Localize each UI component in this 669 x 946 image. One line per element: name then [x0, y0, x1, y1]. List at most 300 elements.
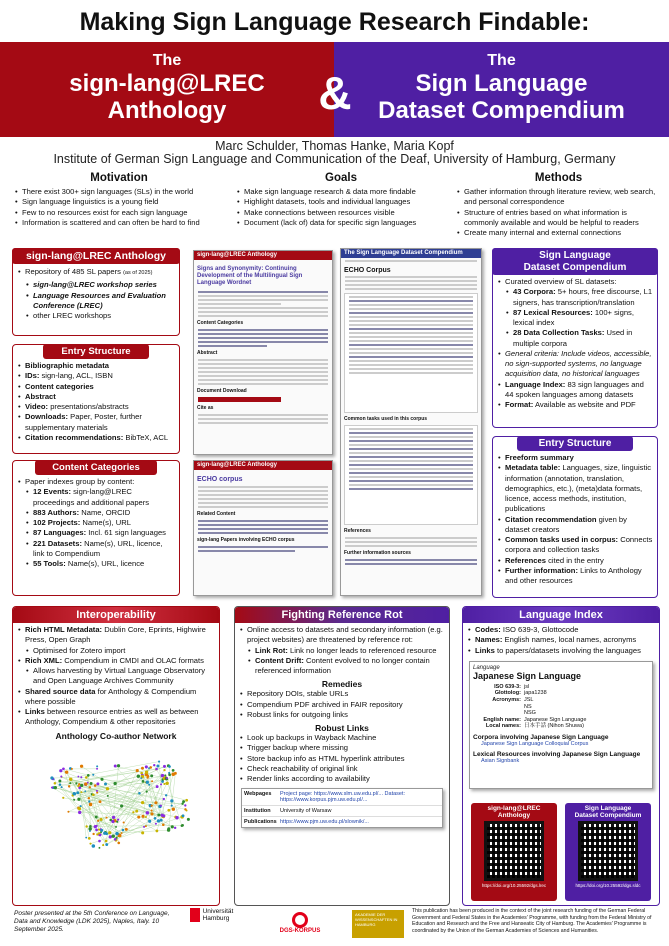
network-node [148, 783, 150, 785]
entry-structure-left [12, 344, 180, 454]
network-node [60, 775, 62, 777]
qr-code-icon [484, 821, 544, 881]
network-node [88, 837, 91, 840]
network-node [114, 764, 117, 767]
network-node [166, 777, 168, 779]
network-node [85, 825, 87, 827]
network-node [85, 836, 87, 838]
network-node [155, 829, 158, 832]
network-node [115, 831, 119, 835]
network-node [98, 839, 101, 842]
list-item: • Content categories [17, 382, 175, 392]
compendium-box [492, 248, 658, 428]
network-node [96, 765, 98, 767]
banner-right-line2: Sign Language [415, 70, 588, 97]
banner-left-line1: The [152, 52, 182, 69]
network-node [117, 818, 119, 820]
network-node [163, 797, 165, 799]
list-item: • Render links according to availability [239, 774, 445, 784]
network-node [155, 767, 158, 770]
list-item: • Abstract [17, 392, 175, 402]
list-item: • other LREC workshops [17, 311, 175, 321]
entry-structure-right [492, 436, 658, 598]
list-item: • Rich HTML Metadata: Dublin Core, Eprints, Highwire Press, Open Graph [17, 625, 215, 646]
network-node [80, 783, 83, 786]
network-node [141, 766, 144, 769]
banner-left-line2: sign-lang@LREC [69, 70, 265, 97]
network-node [114, 838, 117, 841]
list-item: • 43 Corpora: 5+ hours, free discourse, L1 signers, has transcription/translation [497, 287, 653, 308]
network-node [163, 764, 166, 767]
list-item: • Information is scattered and can often be hard to find [14, 218, 224, 228]
list-item: • Look up backups in Wayback Machine [239, 733, 445, 743]
network-node [163, 782, 165, 784]
table-cell-link[interactable]: https://www.pjm.uw.edu.pl/slownik/... [280, 819, 369, 826]
network-edge [147, 786, 157, 791]
network-node [105, 839, 108, 842]
network-node [69, 782, 71, 784]
motivation-section [14, 172, 224, 228]
list-item: • Format: Available as website and PDF [497, 400, 653, 410]
network-node [156, 785, 159, 788]
network-node [75, 782, 77, 784]
network-node [145, 765, 148, 768]
network-node [175, 815, 178, 818]
network-node [100, 828, 103, 831]
list-item: • Metadata table: Languages, size, linguistic information (annotation, translation, demographics, etc.), (meta)data formats, licence, access methods, institution, publications [497, 463, 653, 514]
screenshot-header: The Sign Language Dataset Compendium [341, 249, 481, 258]
network-node [125, 827, 128, 830]
network-node [181, 824, 184, 827]
anthology-heading: sign-lang@LREC Anthology [12, 248, 180, 264]
network-node [182, 814, 185, 817]
qr-anthology[interactable]: sign-lang@LREC Anthology https://doi.org/10.25592/dgs.lrec [471, 803, 557, 901]
list-item: • Common tasks used in corpus: Connects corpora and collection tasks [497, 535, 653, 556]
network-node [146, 811, 149, 814]
list-item: • Link Rot: Link no longer leads to referenced resource [239, 646, 445, 656]
network-node [163, 769, 165, 771]
list-item: • Repository DOIs, stable URLs [239, 689, 445, 699]
network-node [89, 830, 91, 832]
network-node [92, 844, 96, 848]
list-item: • Store backup info as HTML hyperlink attributes [239, 754, 445, 764]
network-node [108, 831, 111, 834]
list-item: • Curated overview of SL datasets: [497, 277, 653, 287]
network-node [88, 796, 90, 798]
list-item: • sign-lang@LREC workshop series [17, 280, 175, 290]
network-node [87, 774, 90, 777]
network-node [90, 781, 93, 784]
list-item: • Language Resources and Evaluation Conference (LREC) [17, 291, 175, 312]
network-node [187, 817, 190, 820]
interoperability-heading: Interoperability [13, 607, 219, 623]
network-node [172, 768, 175, 771]
uhh-logo: Universität Hamburg [190, 908, 250, 938]
coauthor-network-graph [16, 743, 216, 853]
list-item: • Shared source data for Anthology & Compendium where possible [17, 687, 215, 708]
list-item: • Compendium PDF archived in FAIR repository [239, 700, 445, 710]
screenshot-echo-title: ECHO corpus [197, 476, 243, 483]
robust-links-table: Webpages Project page: https://www.slm.uw.edu.pl/... Dataset: https://www.korpus.pjm.uw.edu.pl/... Institution University of Warsaw Publications https://www.pjm.uw.edu.pl/slownik/... [241, 788, 443, 828]
network-node [99, 817, 102, 820]
screenshot-related: Related Content [197, 511, 236, 517]
methods-section [456, 172, 661, 238]
list-item: • Language Index: 83 sign languages and 44 spoken languages among datasets [497, 380, 653, 401]
network-node [96, 782, 99, 785]
network-node [68, 785, 70, 787]
goals-heading: Goals [325, 172, 357, 184]
corpus-link[interactable]: Japanese Sign Language Colloquial Corpus [481, 740, 589, 747]
network-node [61, 786, 63, 788]
network-node [148, 819, 151, 822]
qr-compendium[interactable]: Sign Language Dataset Compendium https://doi.org/10.25592/dgs.sldc [565, 803, 651, 901]
network-node [172, 807, 175, 810]
network-node [150, 774, 153, 777]
network-node [98, 800, 101, 803]
network-node [78, 810, 81, 813]
network-node [174, 826, 176, 828]
list-item: • 28 Data Collection Tasks: Used in multiple corpora [497, 328, 653, 349]
list-item [17, 267, 175, 277]
network-node [185, 798, 188, 801]
network-node [92, 832, 94, 834]
list-item: • IDs: sign-lang, ACL, ISBN [17, 371, 175, 381]
list-item: • Robust links for outgoing links [239, 710, 445, 720]
network-node [160, 804, 162, 806]
network-node [154, 816, 157, 819]
network-node [98, 832, 100, 834]
network-node [117, 841, 120, 844]
list-item: • Gather information through literature review, web search, and personal correspondence [456, 187, 661, 208]
network-node [146, 780, 149, 783]
network-node [98, 828, 100, 830]
list-item: • Links between resource entries as well as between Anthology, Compendium & other repositories [17, 707, 215, 728]
goals-section [236, 172, 446, 228]
list-item: • There exist 300+ sign languages (SLs) in the world [14, 187, 224, 197]
network-node [109, 835, 112, 838]
compendium-screenshot [340, 248, 482, 596]
list-item: • Links to papers/datasets involving the languages [467, 646, 655, 656]
screenshot-refs: References [344, 528, 371, 534]
network-node [148, 767, 150, 769]
language-index-section [462, 606, 660, 906]
network-node [92, 773, 94, 775]
network-node [146, 776, 148, 778]
screenshot-categories: Content Categories [197, 319, 244, 326]
network-node [154, 801, 157, 804]
network-node [62, 796, 64, 798]
network-node [80, 791, 82, 793]
network-node [113, 781, 116, 784]
network-node [158, 760, 160, 762]
network-node [160, 783, 162, 785]
network-node [167, 808, 170, 811]
network-node [132, 811, 134, 813]
anthology-paper-screenshot [193, 250, 333, 455]
repo-note: (as of 2025) [123, 270, 153, 276]
list-item: • General criteria: Include videos, accessible, no sign-supported systems, no language acquisition data, no historical languages [497, 349, 653, 380]
network-node [111, 819, 114, 822]
network-node [65, 770, 68, 773]
network-node [171, 825, 174, 828]
network-node [165, 781, 168, 784]
network-node [84, 790, 86, 792]
list-item: • Check reachability of original link [239, 764, 445, 774]
network-node [136, 769, 139, 772]
list-item: • Freeform summary [497, 453, 653, 463]
list-item: • Sign language linguistics is a young field [14, 197, 224, 207]
network-node [184, 804, 186, 806]
network-node [155, 822, 157, 824]
network-node [141, 831, 144, 834]
anthology-dataset-screenshot [193, 460, 333, 596]
network-node [88, 800, 90, 802]
network-node [165, 794, 167, 796]
lexical-link[interactable]: Asian Signbank [481, 757, 520, 764]
affiliation: Institute of German Sign Language and Communication of the Deaf, University of Hamburg, Germany [53, 152, 616, 166]
network-node [161, 813, 164, 816]
network-node [135, 809, 138, 812]
list-item: • Paper indexes group by content: [17, 477, 175, 487]
entry-structure-right-heading: Entry Structure [517, 436, 633, 451]
network-node [181, 802, 183, 804]
list-item: • Names: English names, local names, acronyms [467, 635, 655, 645]
network-node [168, 765, 171, 768]
list-item: • 87 Lexical Resources: 100+ signs, lexical index [497, 308, 653, 329]
screenshot-header: sign-lang@LREC Anthology [194, 461, 332, 470]
network-node [105, 843, 108, 846]
dgs-korpus-logo-icon [292, 912, 308, 928]
footer-conference-note: Poster presented at the 5th Conference on Language, Data and Knowledge (LDK 2025), Naples, Italy. 10 September 2025. [14, 910, 170, 934]
network-node [98, 846, 100, 848]
network-node [105, 832, 108, 835]
network-node [151, 809, 153, 811]
metadata-table [344, 293, 478, 413]
network-node [115, 826, 117, 828]
compendium-heading: Sign Language Dataset Compendium [492, 248, 658, 275]
network-node [170, 799, 173, 802]
network-node [162, 823, 165, 826]
network-node [167, 827, 170, 830]
list-item: • Trigger backup where missing [239, 743, 445, 753]
banner-compendium [334, 42, 669, 137]
network-node [71, 767, 73, 769]
network-node [76, 791, 79, 794]
list-item: • Citation recommendation given by dataset creators [497, 515, 653, 536]
list-item: • 883 Authors: Name, ORCID [17, 508, 175, 518]
network-node [106, 816, 108, 818]
dgs-korpus-logo: DGS-KORPUS [270, 912, 330, 942]
network-node [96, 767, 98, 769]
screenshot-entry-title: ECHO Corpus [344, 267, 391, 274]
screenshot-abstract: Abstract [197, 349, 218, 356]
poster-title: Making Sign Language Research Findable: [79, 8, 590, 36]
robust-links-heading: Robust Links [315, 723, 369, 733]
network-node [153, 763, 155, 765]
network-node [100, 777, 103, 780]
network-node [122, 828, 125, 831]
entry-structure-left-heading: Entry Structure [43, 344, 149, 359]
network-node [89, 824, 92, 827]
list-item: • Make sign language research & data more findable [236, 187, 446, 197]
list-item: • 87 Languages: Incl. 61 sign languages [17, 528, 175, 538]
network-node [151, 812, 154, 815]
list-item: • Video: presentations/abstracts [17, 402, 175, 412]
network-node [80, 805, 82, 807]
list-item: • 102 Projects: Name(s), URL [17, 518, 175, 528]
network-node [59, 769, 62, 772]
network-node [116, 820, 118, 822]
list-item: • 12 Events: sign-lang@LREC proceedings and additional papers [17, 487, 175, 508]
screenshot-paper-title: Signs and Synonymity: Continuing Development of the Multilingual Sign Language Wordnet [197, 266, 303, 287]
list-item: • Rich XML: Compendium in CMDI and OLAC formats [17, 656, 215, 666]
list-item: • Citation recommendations: BibTeX, ACL [17, 433, 175, 443]
network-node [73, 791, 77, 795]
methods-heading: Methods [534, 172, 583, 184]
network-node [145, 770, 148, 773]
network-node [77, 797, 80, 800]
motivation-heading: Motivation [90, 172, 148, 184]
reference-rot-section [234, 606, 450, 906]
network-node [54, 781, 57, 784]
list-item: • Few to no resources exist for each sign language [14, 208, 224, 218]
network-title: Anthology Co-author Network [55, 730, 177, 741]
banner-right-line3: Dataset Compendium [378, 97, 625, 124]
network-node [141, 801, 144, 804]
network-node [80, 776, 82, 778]
network-node [84, 782, 87, 785]
network-node [121, 832, 123, 834]
network-node [51, 786, 53, 788]
network-node [168, 773, 171, 776]
network-node [89, 786, 91, 788]
network-node [156, 764, 159, 767]
list-item: • References cited in the entry [497, 556, 653, 566]
network-node [69, 777, 73, 781]
screenshot-echo-papers: sign-lang Papers involving ECHO corpus [197, 537, 295, 543]
network-node [120, 804, 123, 807]
network-node [146, 790, 148, 792]
screenshot-download: Document Download [197, 387, 247, 394]
screenshot-cite: Cite as [197, 404, 214, 411]
network-node [174, 771, 177, 774]
network-node [157, 819, 160, 822]
banner-right-line1: The [487, 52, 516, 69]
network-node [89, 802, 93, 806]
network-node [85, 776, 88, 779]
list-item: • Bibliographic metadata [17, 361, 175, 371]
list-item: • Allows harvesting by Virtual Language Observatory and Open Language Archives Community [17, 666, 215, 687]
network-node [107, 794, 109, 796]
network-node [96, 789, 98, 791]
list-item: • Create many internal and external connections [456, 228, 661, 238]
language-card: Language Japanese Sign Language ISO 639-3: jsl Glottolog: japa1238 Acronyms: JSL NS NSG English name: Japanese Sign Language Local names: 日本手話 (Nihon Shuwa) Corpora involving Japanese Sign Language Japanese Sign Language Colloquial Corpus Lexical Resources involving Japanese Sign Language Asian Signbank [469, 661, 653, 789]
network-node [95, 815, 98, 818]
list-item: • Codes: ISO 639-3, Glottocode [467, 625, 655, 635]
network-node [102, 844, 104, 846]
remedies-heading: Remedies [321, 679, 363, 690]
network-node [138, 791, 141, 794]
qr-doi[interactable]: https://doi.org/10.25592/dgs.lrec [481, 883, 547, 888]
network-node [58, 779, 61, 782]
screenshot-header: sign-lang@LREC Anthology [194, 251, 332, 260]
network-node [112, 815, 115, 818]
reference-rot-heading: Fighting Reference Rot [235, 607, 449, 623]
network-node [92, 793, 95, 796]
anthology-box [12, 248, 180, 336]
network-node [111, 834, 115, 838]
network-node [54, 785, 57, 788]
network-node [97, 819, 99, 821]
list-item: • Make connections between resources visible [236, 208, 446, 218]
table-cell-link[interactable]: Project page: https://www.slm.uw.edu.pl/... Dataset: https://www.korpus.pjm.uw.edu.pl/... [280, 791, 406, 804]
network-node [157, 813, 160, 816]
network-node [142, 814, 145, 817]
network-node [160, 818, 163, 821]
network-node [62, 767, 65, 770]
network-node [164, 774, 166, 776]
network-node [77, 775, 79, 777]
network-node [78, 783, 80, 785]
network-node [67, 810, 69, 812]
network-node [151, 780, 153, 782]
list-item: • Online access to datasets and secondary information (e.g. project websites) are threatened by reference rot: [239, 625, 445, 646]
list-item: • Downloads: Paper, Poster, further supplementary materials [17, 412, 175, 433]
list-item: • Document (lack of) data for specific sign languages [236, 218, 446, 228]
network-node [78, 807, 81, 810]
network-node [89, 842, 91, 844]
network-node [145, 816, 147, 818]
authors: Marc Schulder, Thomas Hanke, Maria Kopf [215, 139, 454, 153]
network-node [50, 776, 53, 779]
ampersand: & [318, 67, 352, 119]
banner-left-line3: Anthology [107, 97, 227, 124]
network-node [106, 787, 109, 790]
academy-logo: AKADEMIE DER WISSENSCHAFTEN IN HAMBURG [352, 910, 404, 938]
network-node [123, 821, 125, 823]
funding-note: This publication has been produced in the context of the joint research funding of the German Federal Government and Federal States in the Academies' Programme, with funding from the Federal Ministry of Education and Research and the Free and Hanseatic City of Hamburg. The Academies' Programme is coordinated by the Union of the German Academies of Sciences and Humanities. [412, 908, 652, 934]
language-card-title: Japanese Sign Language [473, 670, 582, 681]
network-node [59, 783, 62, 786]
network-node [94, 784, 97, 787]
qr-doi[interactable]: https://doi.org/10.25592/dgs.sldc [575, 883, 641, 888]
network-node [151, 804, 153, 806]
network-node [145, 825, 147, 827]
content-categories-box [12, 460, 180, 596]
screenshot-tasks: Common tasks used in this corpus [344, 416, 428, 422]
network-node [184, 808, 186, 810]
list-item: • Content Drift: Content evolved to no longer contain referenced information [239, 656, 445, 677]
network-node [80, 764, 83, 767]
network-node [143, 825, 145, 827]
screenshot-further: Further information sources [344, 550, 411, 556]
network-node [73, 798, 75, 800]
qr-code-icon [578, 821, 638, 881]
network-node [117, 764, 120, 767]
network-node [95, 828, 98, 831]
language-index-heading: Language Index [463, 607, 659, 623]
network-node [140, 777, 142, 779]
content-categories-heading: Content Categories [35, 460, 157, 475]
repo-text: Repository of 485 SL papers [25, 267, 121, 276]
list-item: • Further information: Links to Anthology and other resources [497, 566, 653, 587]
network-node [137, 815, 140, 818]
list-item: • 221 Datasets: Name(s), URL, licence, link to Compendium [17, 539, 175, 560]
network-node [104, 782, 107, 785]
network-node [171, 804, 173, 806]
network-node [137, 774, 140, 777]
list-item: • Structure of entries based on what information is commonly available and would be helpful to readers [456, 208, 661, 229]
